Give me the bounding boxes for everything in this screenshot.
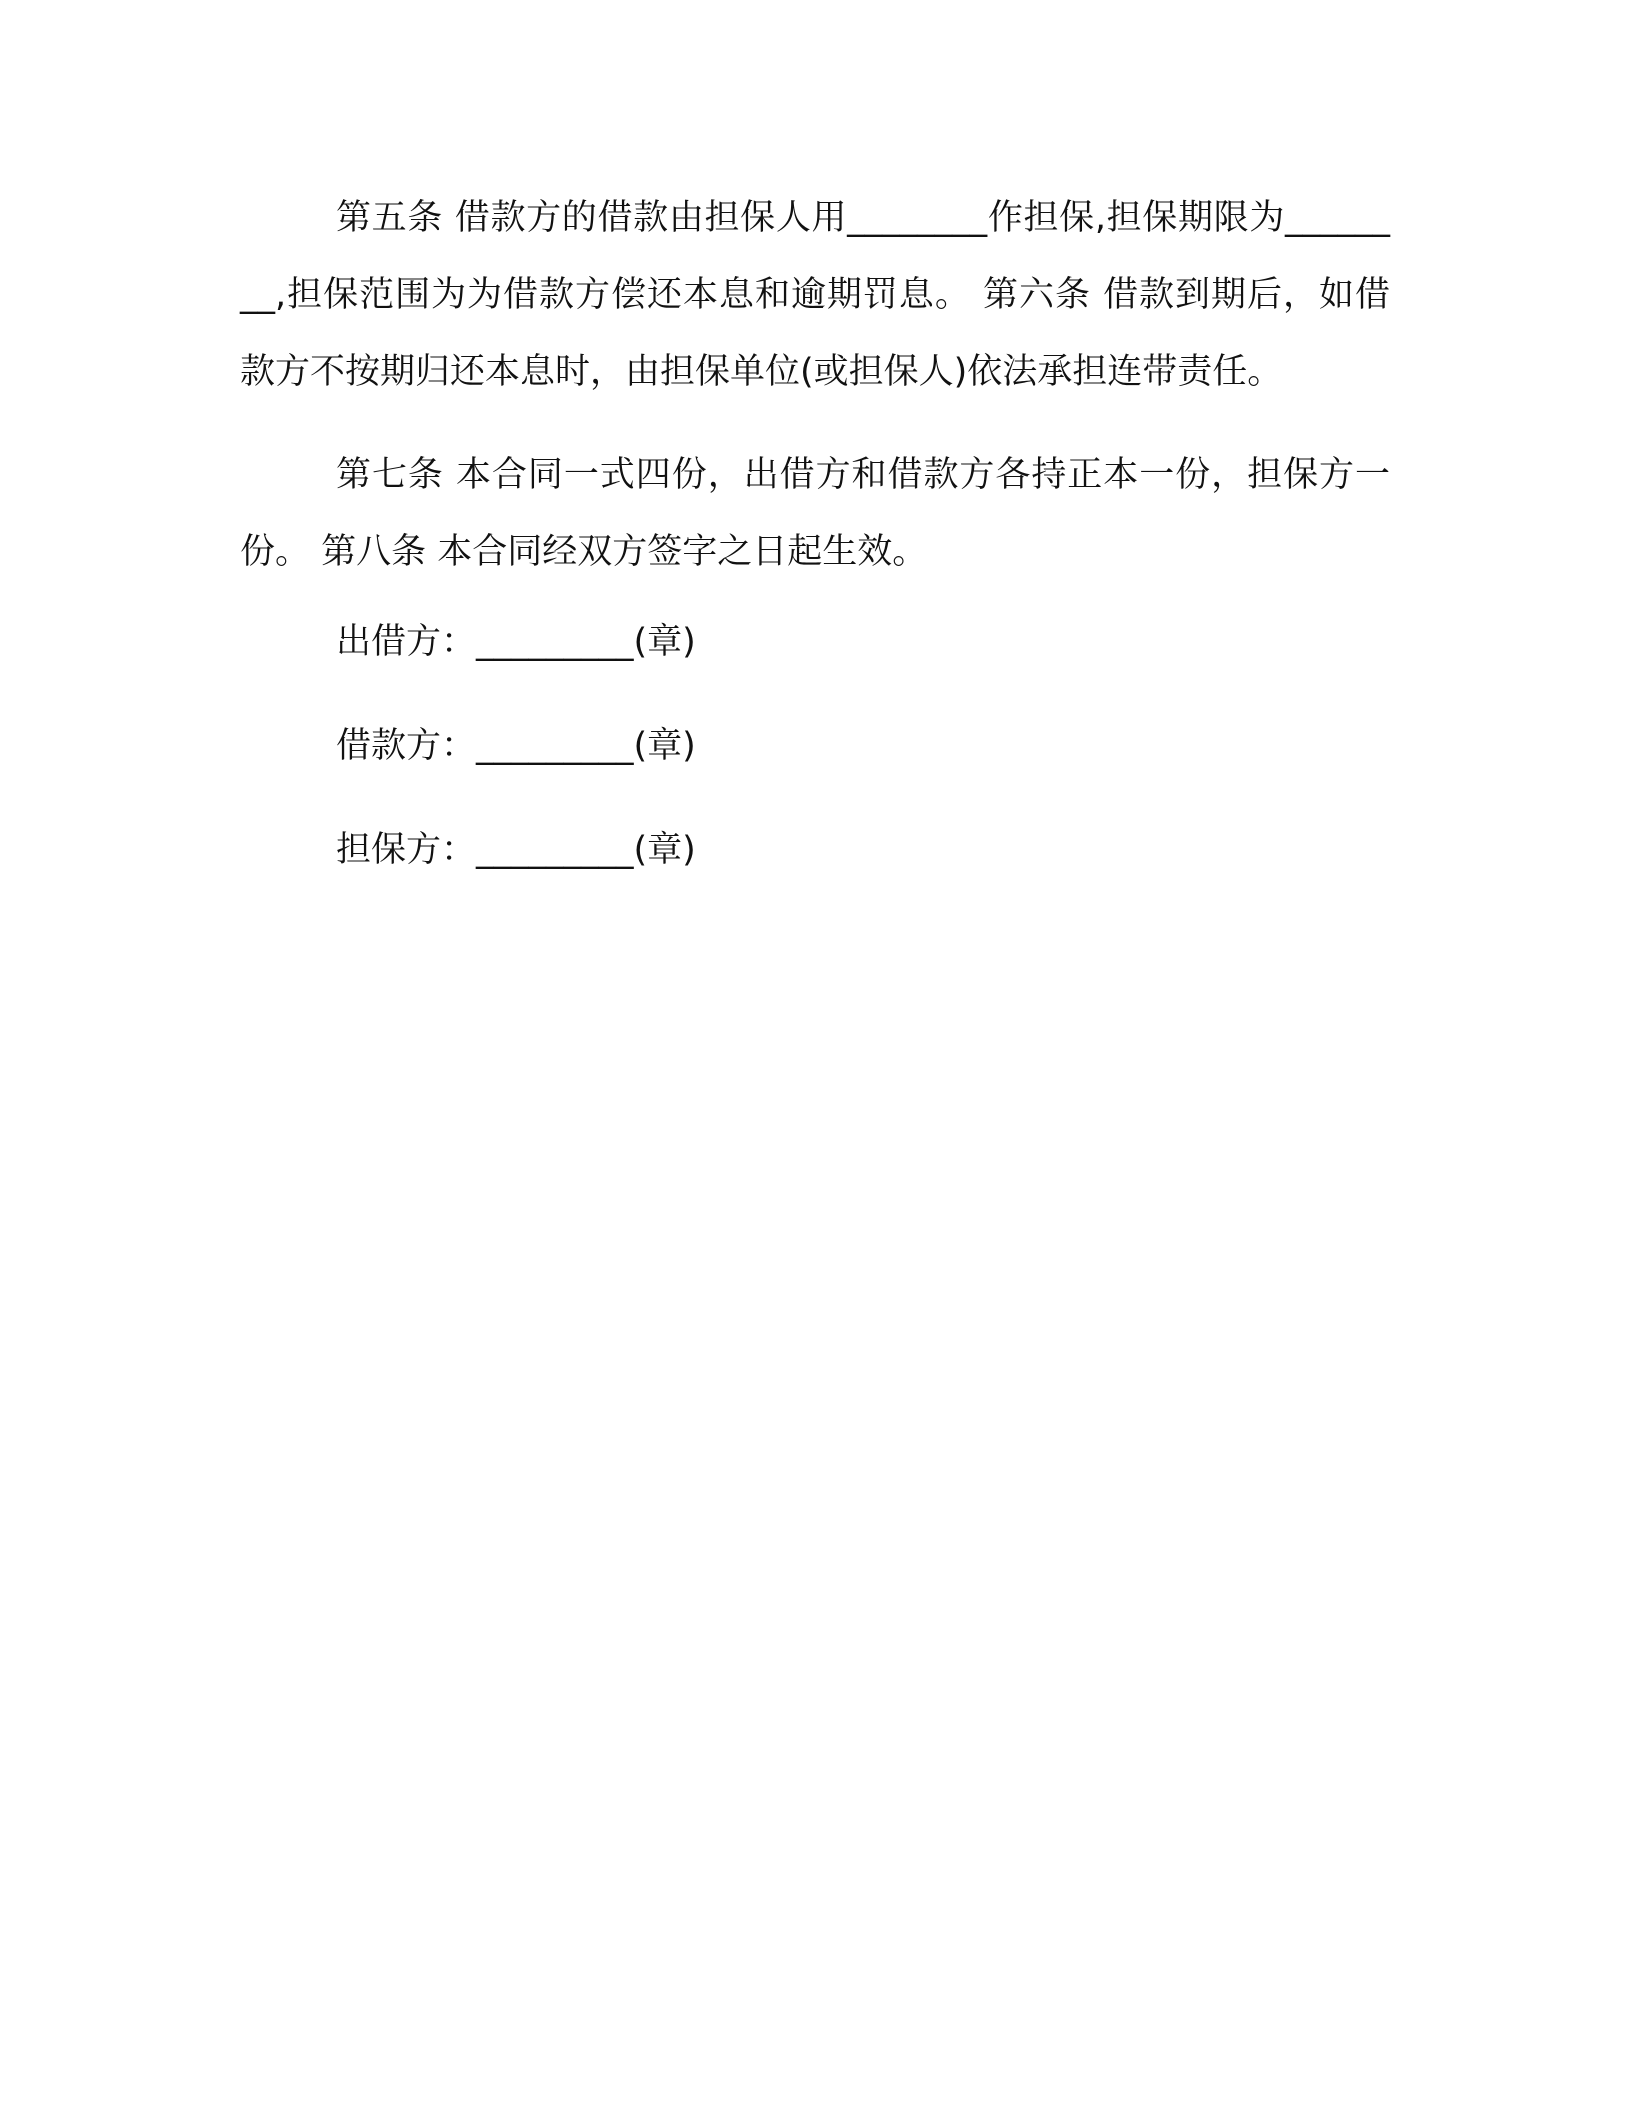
borrower-signature-line: 借款方：_________(章) <box>336 726 696 766</box>
document-body <box>240 180 1390 929</box>
article-5-6-paragraph: 第五条 借款方的借款由担保人用________作担保,担保期限为________,担保范围为为借款方偿还本息和逾期罚息。 第六条 借款到期后，如借款方不按期归还本息时，由担保单位(或担保人)依法承担连带责任。 <box>240 198 1390 392</box>
article-7-8-paragraph: 第七条 本合同一式四份，出借方和借款方各持正本一份，担保方一份。 第八条 本合同经双方签字之日起生效。 <box>240 455 1390 572</box>
guarantor-signature-line: 担保方：_________(章) <box>336 830 696 870</box>
lender-signature-line: 出借方：_________(章) <box>336 622 696 662</box>
